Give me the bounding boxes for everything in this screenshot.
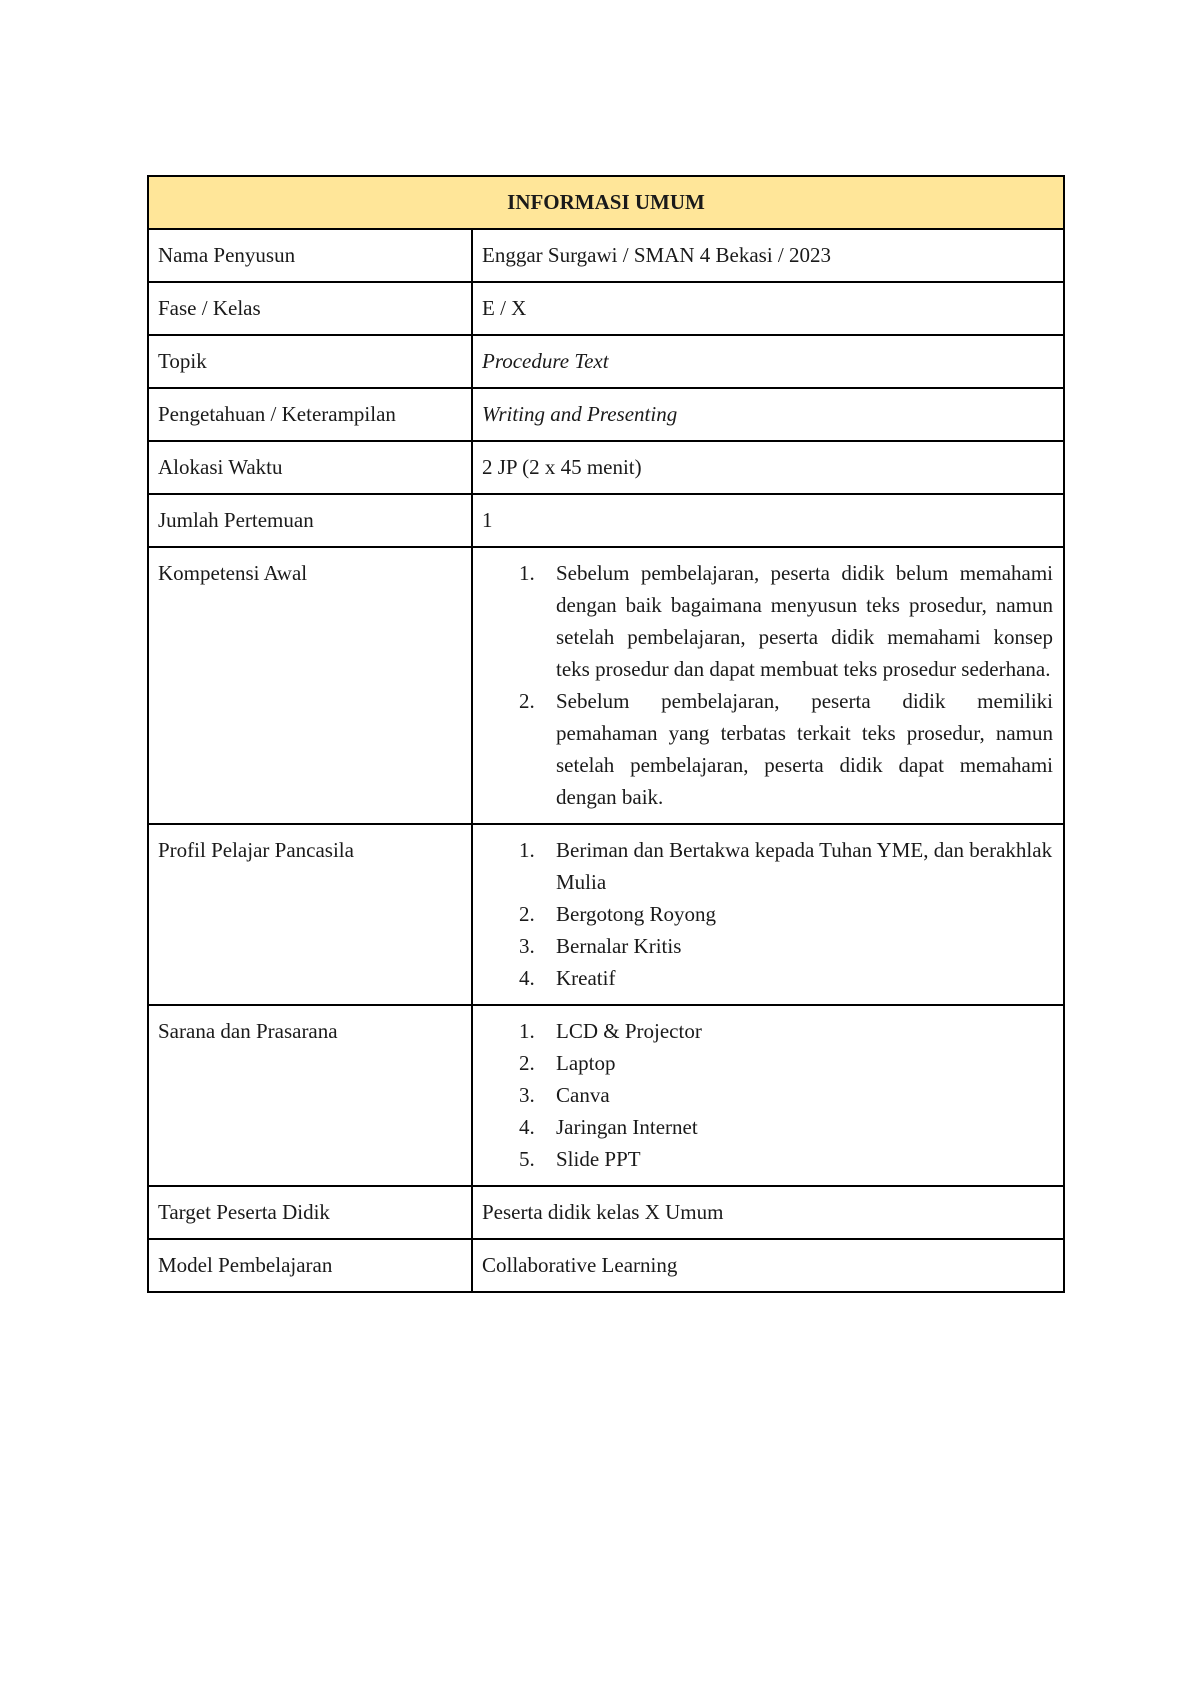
row-label: Jumlah Pertemuan [148,494,472,547]
list-item-text: Beriman dan Bertakwa kepada Tuhan YME, dan berakhlak Mulia [556,838,1053,894]
row-value: 1 [472,494,1064,547]
list-item [482,685,1053,813]
list-item [482,834,1053,898]
list-item-text: Slide PPT [556,1147,641,1171]
table-row [148,1186,1064,1239]
list-number: 2. [519,689,535,713]
row-value [472,547,1064,824]
profil-pelajar-list [482,834,1053,994]
table-row [148,1005,1064,1186]
table-row [148,388,1064,441]
list-number: 1. [519,838,535,862]
row-value: E / X [472,282,1064,335]
row-value: Writing and Presenting [472,388,1064,441]
list-item [482,1111,1053,1143]
table-row [148,335,1064,388]
list-item-text: Canva [556,1083,610,1107]
row-label: Target Peserta Didik [148,1186,472,1239]
list-item [482,1047,1053,1079]
table-row [148,1239,1064,1292]
list-item-text: Laptop [556,1051,616,1075]
list-number: 1. [519,1019,535,1043]
table-row [148,494,1064,547]
row-label: Nama Penyusun [148,229,472,282]
row-label: Pengetahuan / Keterampilan [148,388,472,441]
sarana-prasarana-list [482,1015,1053,1175]
list-number: 4. [519,1115,535,1139]
row-value: Collaborative Learning [472,1239,1064,1292]
list-number: 1. [519,561,535,585]
list-item [482,930,1053,962]
row-value: Enggar Surgawi / SMAN 4 Bekasi / 2023 [472,229,1064,282]
list-number: 3. [519,1083,535,1107]
table-row [148,441,1064,494]
row-label: Model Pembelajaran [148,1239,472,1292]
list-item [482,962,1053,994]
list-number: 2. [519,1051,535,1075]
row-value: 2 JP (2 x 45 menit) [472,441,1064,494]
table-row [148,229,1064,282]
table-header-row [148,176,1064,229]
row-value [472,1005,1064,1186]
row-value: Procedure Text [472,335,1064,388]
row-label: Fase / Kelas [148,282,472,335]
list-item [482,557,1053,685]
row-value [472,824,1064,1005]
list-number: 2. [519,902,535,926]
list-number: 5. [519,1147,535,1171]
kompetensi-awal-list [482,557,1053,813]
list-item-text: Sebelum pembelajaran, peserta didik belum memahami dengan baik bagaimana menyusun teks prosedur, namun setelah pembelajaran, peserta didik memahami konsep teks prosedur dan dapat membuat teks prosedur sederhana. [556,561,1054,681]
list-item-text: Kreatif [556,966,616,990]
row-value: Peserta didik kelas X Umum [472,1186,1064,1239]
table-row [148,547,1064,824]
list-item [482,1143,1053,1175]
row-label: Alokasi Waktu [148,441,472,494]
row-label: Kompetensi Awal [148,547,472,824]
list-item [482,898,1053,930]
list-item-text: Sebelum pembelajaran, peserta didik memiliki pemahaman yang terbatas terkait teks prosedur, namun setelah pembelajaran, peserta didik dapat memahami dengan baik. [556,689,1054,809]
list-item [482,1079,1053,1111]
list-item-text: Bergotong Royong [556,902,717,926]
list-item [482,1015,1053,1047]
table-title: INFORMASI UMUM [148,176,1064,229]
list-item-text: Bernalar Kritis [556,934,682,958]
row-label: Profil Pelajar Pancasila [148,824,472,1005]
list-item-text: LCD & Projector [556,1019,702,1043]
table-row [148,282,1064,335]
table-row [148,824,1064,1005]
informasi-umum-table [147,175,1065,1293]
row-label: Sarana dan Prasarana [148,1005,472,1186]
list-item-text: Jaringan Internet [556,1115,698,1139]
list-number: 4. [519,966,535,990]
row-label: Topik [148,335,472,388]
list-number: 3. [519,934,535,958]
